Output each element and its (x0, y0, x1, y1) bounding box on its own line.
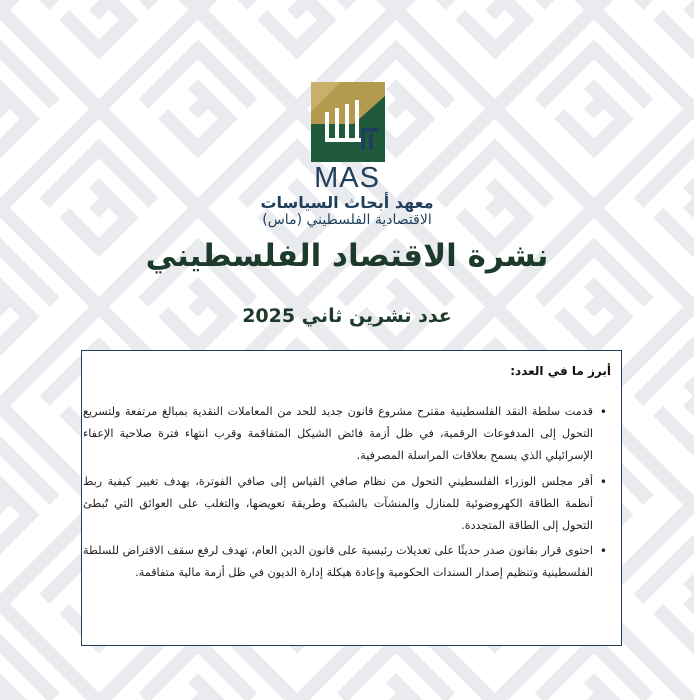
highlight-text: احتوى قرار بقانون صدر حديثًا على تعديلات رئيسية على قانون الدين العام، تهدف لرفع سقف الاقتراض للسلطة الفلسطينية وتنظيم إصدار السندات الحكومية وإعادة هيكلة إدارة الديون في ظل أزمة مالية متفاقمة. (83, 544, 593, 580)
highlight-text: أقر مجلس الوزراء الفلسطيني التحول من نظام صافي القياس إلى صافي الفوترة، بهدف تغيير كيفية ربط أنظمة الطاقة الكهروضوئية للمنازل والمنشآت بالشبكة وطريقة تعويضها، والتغلب على العوائق التي تُبطئ التحول إلى الطاقة المتجددة. (83, 474, 593, 533)
institute-name-line2: الاقتصادية الفلسطيني (ماس) (262, 212, 432, 228)
highlights-list (83, 401, 607, 588)
bullet-icon: • (599, 405, 607, 419)
highlight-text: قدمت سلطة النقد الفلسطينية مقترح مشروع قانون جديد للحد من المعاملات النقدية بمبالغ مرتفعة ولتسريع التحول إلى المدفوعات الرقمية، في ظل أزمة فائض الشيكل المتفاقمة وقرب انتهاء فترة صلاحية الإعفاء الإسرائيلي الذي يسمح بعلاقات المراسلة المصرفية. (83, 405, 593, 463)
issue-label: عدد تشرين ثاني 2025 (242, 305, 452, 327)
institute-name-line1: معهد أبحاث السياسات (260, 193, 434, 212)
mas-logo-mark (311, 82, 385, 162)
bullet-icon: • (599, 544, 607, 559)
bullet-icon: • (599, 474, 607, 489)
list-item (83, 471, 607, 538)
list-item (83, 540, 607, 584)
highlights-box (81, 350, 622, 646)
document-title: نشرة الاقتصاد الفلسطيني (145, 238, 549, 274)
highlights-heading: أبرز ما في العدد: (510, 364, 611, 378)
logo-wordmark: MAS (314, 162, 380, 194)
list-item (83, 401, 607, 468)
